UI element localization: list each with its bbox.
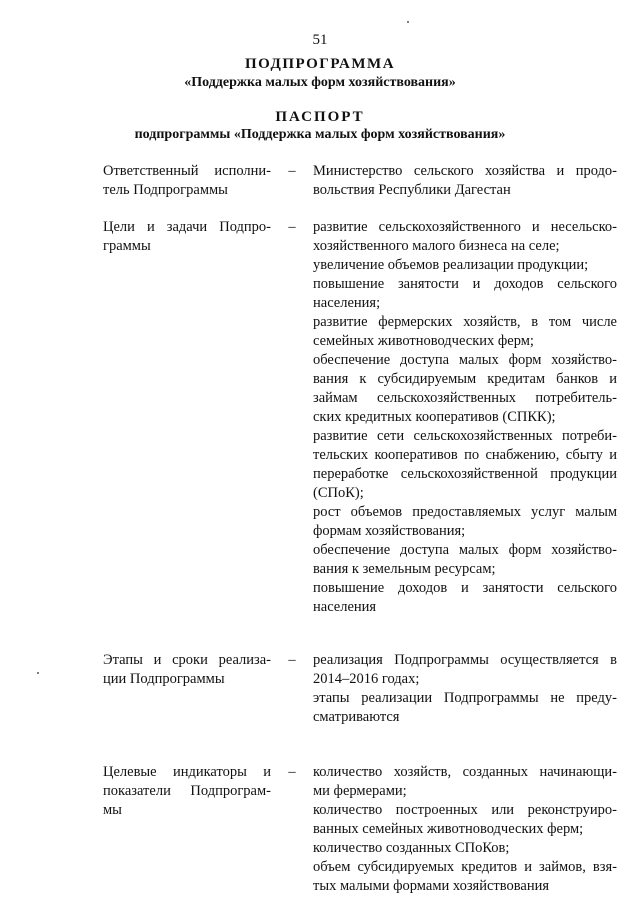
passport-table bbox=[103, 162, 617, 896]
row-value-line: повышение доходов и занятости сельского bbox=[313, 580, 617, 596]
subprogram-title: ПОДПРОГРАММА bbox=[244, 56, 396, 72]
row-value bbox=[313, 651, 617, 727]
passport-subtitle: подпрограммы «Поддержка малых форм хозяйствования» bbox=[134, 127, 506, 142]
passport-row bbox=[103, 162, 617, 200]
row-value bbox=[313, 763, 617, 896]
subprogram-subtitle: «Поддержка малых форм хозяйствования» bbox=[184, 75, 456, 90]
row-label bbox=[103, 763, 271, 820]
row-value bbox=[313, 218, 617, 617]
row-value-line: вольствия Республики Дагестан bbox=[313, 182, 511, 198]
row-dash: – bbox=[288, 652, 296, 668]
row-value-line: обеспечение доступа малых форм хозяйство- bbox=[313, 542, 617, 558]
row-value-line: вания к земельным ресурсам; bbox=[313, 561, 496, 577]
row-value-line: сматриваются bbox=[313, 709, 400, 725]
row-label-line: тель Подпрограммы bbox=[103, 182, 228, 198]
row-value-line: объем субсидируемых кредитов и займов, взя- bbox=[313, 859, 617, 875]
row-label-line: Целевые индикаторы и bbox=[103, 764, 271, 780]
row-value-line: семейных животноводческих ферм; bbox=[313, 333, 534, 349]
row-value-line: развитие фермерских хозяйств, в том числе bbox=[313, 314, 617, 330]
row-value-line: количество построенных или реконструиро- bbox=[313, 802, 617, 818]
row-value-line: обеспечение доступа малых форм хозяйство- bbox=[313, 352, 617, 368]
row-value-line: ских кредитных кооперативов (СПКК); bbox=[313, 409, 556, 425]
row-label-line: Цели и задачи Подпро- bbox=[103, 219, 271, 235]
row-value-line: развитие сельскохозяйственного и несельско- bbox=[313, 219, 617, 235]
row-value-line: займам сельскохозяйственных потребитель- bbox=[313, 390, 617, 406]
row-value-line: ми фермерами; bbox=[313, 783, 407, 799]
row-value-line: хозяйственного малого бизнеса на селе; bbox=[313, 238, 560, 254]
row-value-line: развитие сети сельскохозяйственных потреби- bbox=[313, 428, 617, 444]
row-value-line: рост объемов предоставляемых услуг малым bbox=[313, 504, 617, 520]
scan-speck bbox=[407, 21, 409, 23]
scan-speck bbox=[37, 672, 39, 674]
row-value-line: ванных семейных животноводческих ферм; bbox=[313, 821, 584, 837]
row-label bbox=[103, 218, 271, 256]
row-value-line: количество хозяйств, созданных начинающи- bbox=[313, 764, 617, 780]
passport-row bbox=[103, 763, 617, 896]
row-label bbox=[103, 651, 271, 689]
row-value-line: населения; bbox=[313, 295, 381, 311]
row-dash: – bbox=[288, 764, 296, 780]
page-number: 51 bbox=[312, 32, 328, 48]
row-label-line: Ответственный исполни- bbox=[103, 163, 271, 179]
row-label-line: мы bbox=[103, 802, 122, 818]
row-value-line: увеличение объемов реализации продукции; bbox=[313, 257, 589, 273]
row-label-line: Этапы и сроки реализа- bbox=[103, 652, 271, 668]
row-label-line: показатели Подпрограм- bbox=[103, 783, 271, 799]
row-value bbox=[313, 162, 617, 200]
row-value-line: Министерство сельского хозяйства и продо- bbox=[313, 163, 617, 179]
row-label bbox=[103, 162, 271, 200]
row-value-line: 2014–2016 годах; bbox=[313, 671, 420, 687]
row-value-line: тельских кооперативов по снабжению, сбыту и bbox=[313, 447, 617, 463]
row-value-line: вания к субсидируемым кредитам банков и bbox=[313, 371, 617, 387]
row-value-line: населения bbox=[313, 599, 377, 615]
passport-row bbox=[103, 218, 617, 617]
passport-row bbox=[103, 651, 617, 727]
passport-title: ПАСПОРТ bbox=[275, 109, 365, 125]
row-label-line: граммы bbox=[103, 238, 151, 254]
row-value-line: реализация Подпрограммы осуществляется в bbox=[313, 652, 617, 668]
row-value-line: повышение занятости и доходов сельского bbox=[313, 276, 617, 292]
row-value-line: тых малыми формами хозяйствования bbox=[313, 878, 550, 894]
row-dash: – bbox=[288, 163, 296, 179]
row-label-line: ции Подпрограммы bbox=[103, 671, 225, 687]
row-value-line: формам хозяйствования; bbox=[313, 523, 466, 539]
row-value-line: этапы реализации Подпрограммы не преду- bbox=[313, 690, 617, 706]
row-value-line: (СПоК); bbox=[313, 485, 364, 501]
row-value-line: количество созданных СПоКов; bbox=[313, 840, 510, 856]
row-value-line: переработке сельскохозяйственной продукции bbox=[313, 466, 617, 482]
row-dash: – bbox=[288, 219, 296, 235]
